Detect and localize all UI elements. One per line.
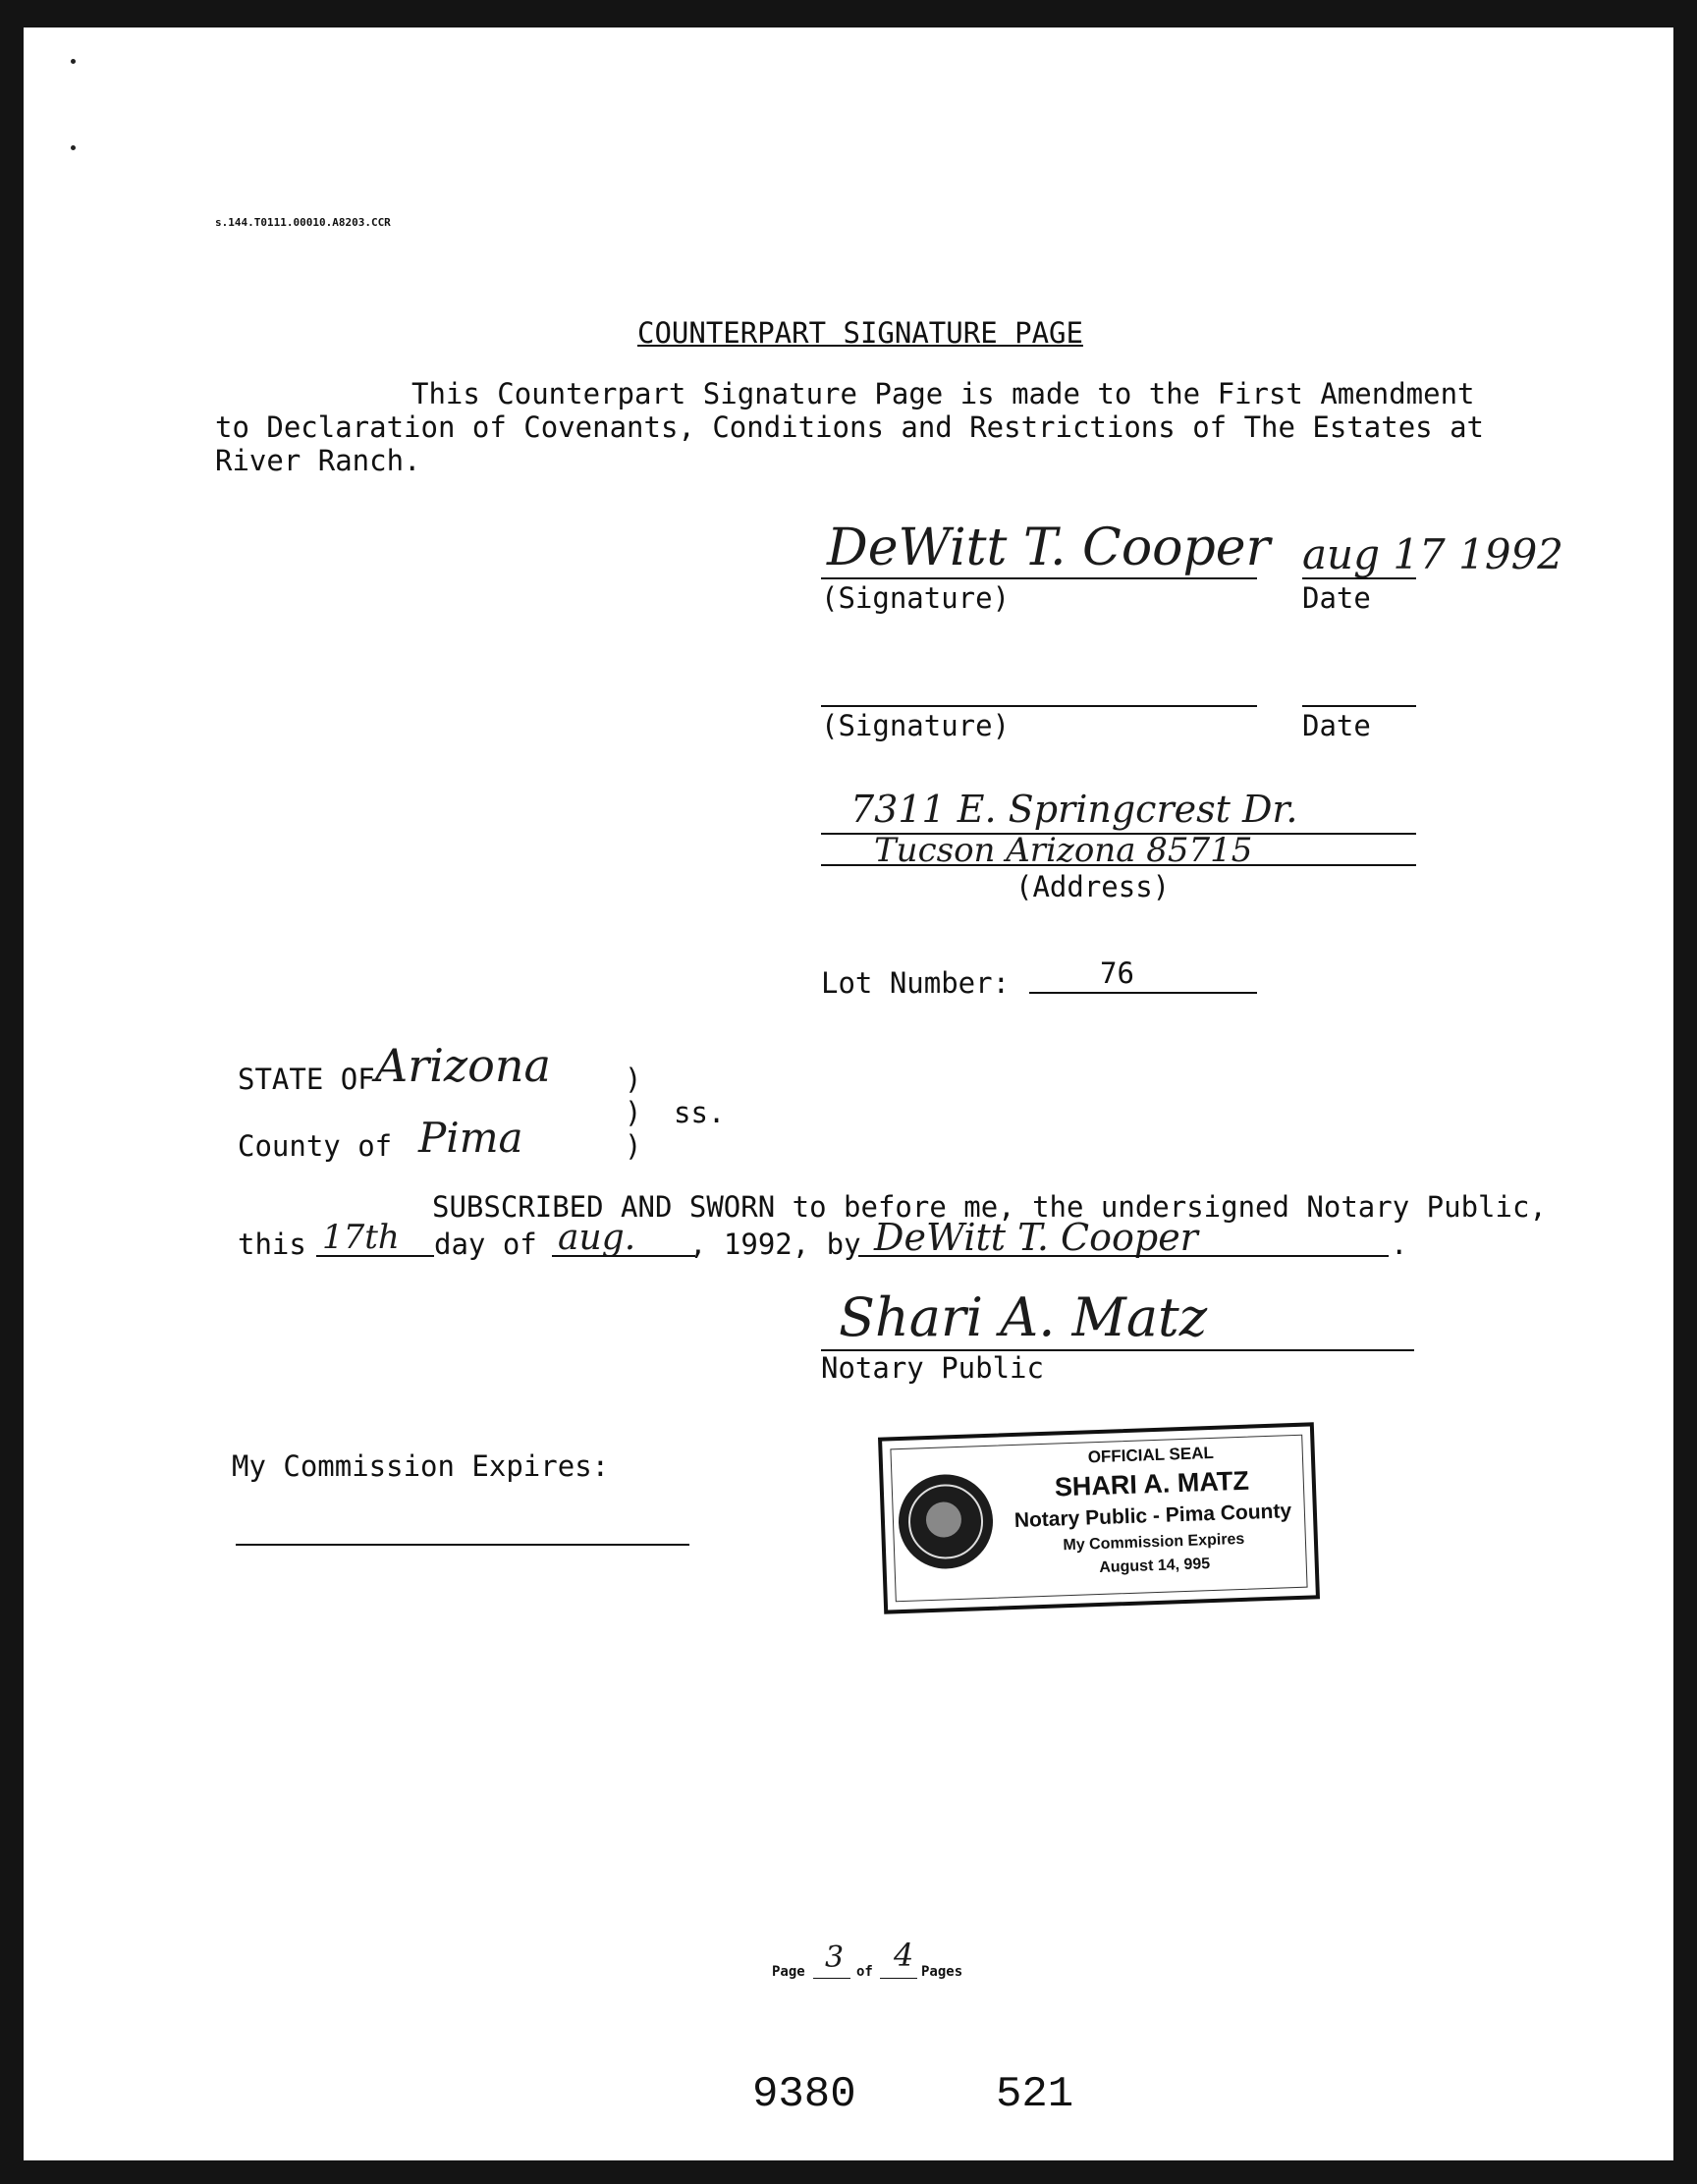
year-by-label: , 1992, by: [689, 1228, 861, 1261]
address-label: (Address): [1015, 870, 1171, 903]
seal-line-4: My Commission Expires: [1063, 1530, 1245, 1555]
footer-number-left: 9380: [752, 2070, 856, 2119]
commission-expires-label: My Commission Expires:: [232, 1449, 610, 1483]
month-line: [552, 1255, 695, 1257]
seal-line-1: OFFICIAL SEAL: [1087, 1443, 1215, 1467]
date-1-line: [1302, 577, 1416, 579]
signature-1-handwritten: DeWitt T. Cooper: [827, 519, 1271, 577]
day-of-label: day of: [434, 1228, 537, 1261]
date-2-line: [1302, 705, 1416, 707]
date-2-label: Date: [1302, 709, 1371, 742]
this-label: this: [238, 1228, 306, 1261]
scan-speck: [71, 145, 76, 150]
affiant-name-handwritten: DeWitt T. Cooper: [874, 1216, 1198, 1259]
day-handwritten: 17th: [322, 1218, 400, 1257]
address-line-2-handwritten: Tucson Arizona 85715: [874, 831, 1253, 870]
ss-label: ss.: [674, 1096, 726, 1129]
page-number-handwritten: 3: [825, 1940, 845, 1975]
intro-paragraph: This Counterpart Signature Page is made to the First Amendment to Declaration of Covenants, Conditions and Restrictions of The Estates at River Ranch.: [215, 377, 1485, 477]
notary-public-label: Notary Public: [821, 1351, 1044, 1385]
of-word: of: [856, 1964, 873, 1980]
page-word: Page: [772, 1964, 805, 1980]
pages-word: Pages: [921, 1964, 963, 1980]
sworn-statement-line-1: SUBSCRIBED AND SWORN to before me, the undersigned Notary Public,: [432, 1190, 1547, 1224]
month-handwritten: aug.: [558, 1218, 636, 1258]
county-label: County of: [238, 1129, 393, 1163]
page-total-handwritten: 4: [894, 1937, 914, 1974]
day-line: [316, 1255, 434, 1257]
lot-number-label: Lot Number:: [821, 966, 1011, 1000]
lot-number-line: [1029, 992, 1257, 994]
scan-speck: [71, 59, 76, 64]
county-paren: ): [625, 1129, 642, 1163]
date-1-label: Date: [1302, 581, 1371, 615]
footer-number-right: 521: [996, 2070, 1074, 2119]
page-total-line: [880, 1978, 917, 1979]
date-1-handwritten: aug 17 1992: [1302, 530, 1564, 578]
seal-line-3: Notary Public - Pima County: [1013, 1500, 1292, 1533]
signature-1-line: [821, 577, 1257, 579]
state-paren: ): [625, 1063, 642, 1096]
signature-2-line: [821, 705, 1257, 707]
document-page: [24, 27, 1673, 2160]
page-number-line: [813, 1978, 850, 1979]
statement-period: .: [1391, 1228, 1408, 1261]
seal-line-2: SHARI A. MATZ: [1054, 1465, 1250, 1502]
county-handwritten: Pima: [418, 1114, 523, 1162]
lot-number-value: 76: [1100, 956, 1134, 990]
middle-paren: ): [625, 1096, 642, 1129]
official-seal-stamp: [878, 1422, 1320, 1613]
signature-1-label: (Signature): [821, 581, 1011, 615]
address-line-1-handwritten: 7311 E. Springcrest Dr.: [850, 788, 1298, 831]
affiant-name-line: [858, 1255, 1389, 1257]
state-handwritten: Arizona: [375, 1039, 551, 1092]
state-label: STATE OF: [238, 1063, 375, 1096]
notary-signature-handwritten: Shari A. Matz: [839, 1286, 1208, 1348]
reference-code: s.144.T0111.00010.A8203.CCR: [215, 216, 391, 229]
page-title: COUNTERPART SIGNATURE PAGE: [637, 316, 1083, 350]
address-line-2: [821, 864, 1416, 866]
commission-expires-line: [236, 1544, 689, 1546]
signature-2-label: (Signature): [821, 709, 1011, 742]
seal-line-5: August 14, 995: [1098, 1556, 1211, 1577]
